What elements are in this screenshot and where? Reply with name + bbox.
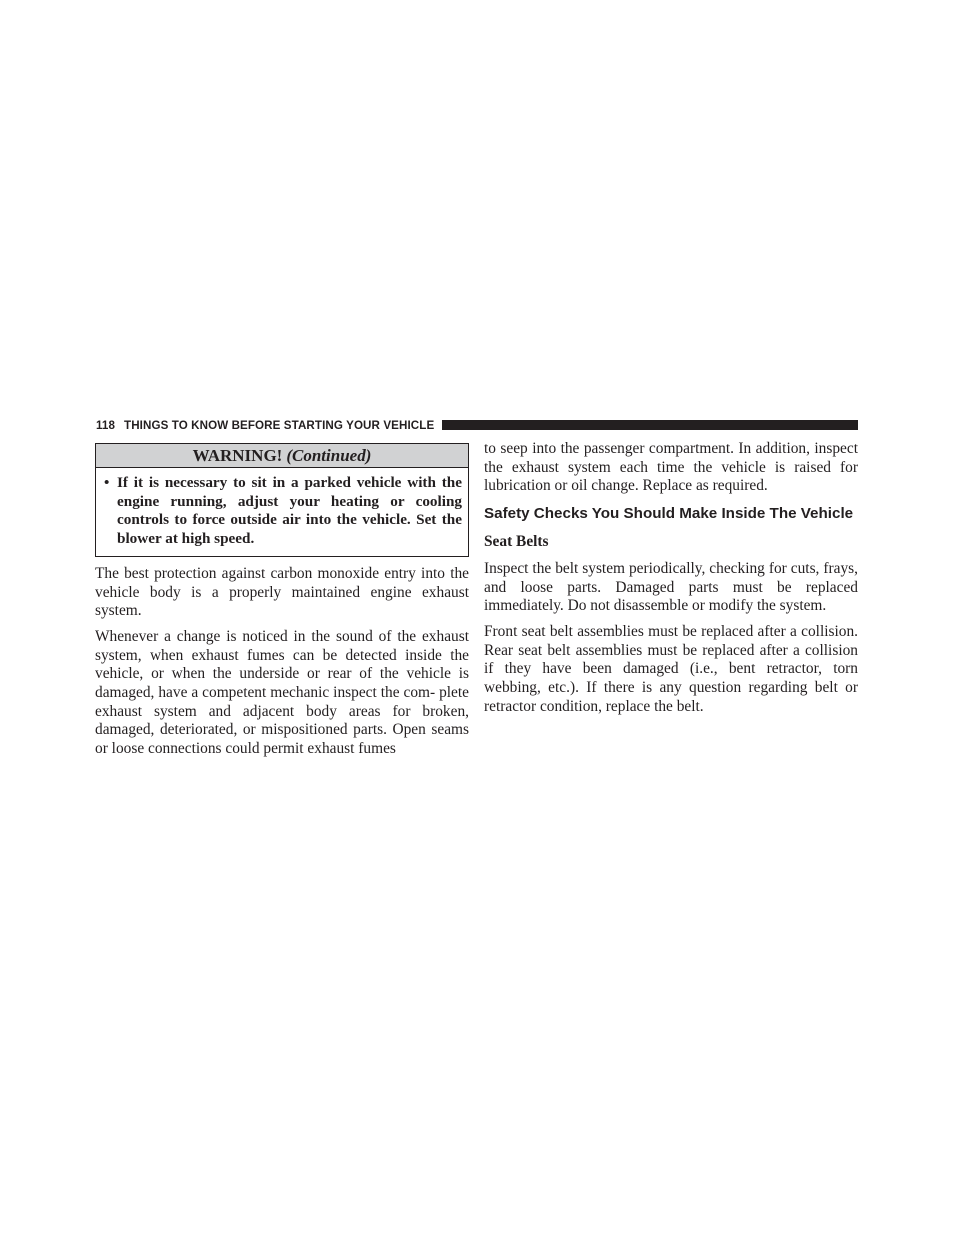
- paragraph-exhaust-change: Whenever a change is noticed in the sound of the exhaust system, when exhaust fumes can be detected inside the vehicle, or when the underside or rear of the vehicle is damaged, have a competent mechanic inspect the com- plete exhaust system and adjacent body areas for broken, damaged, deteriorated, or mispositioned parts. Open seams or loose connections could permit exhaust fumes: [95, 627, 469, 758]
- warning-body: [96, 468, 468, 556]
- paragraph-replace-belts: Front seat belt assemblies must be replaced after a collision. Rear seat belt assemblies must be replaced after a collision if they have been damaged (i.e., bent retractor, torn webbing, etc.). If there is any question regarding belt or retractor condition, replace the belt.: [484, 622, 858, 715]
- left-column: [95, 440, 469, 759]
- warning-text: If it is necessary to sit in a parked vehicle with the engine running, adjust your heating or cooling controls to force outside air into the vehicle. Set the blower at high speed.: [117, 474, 462, 548]
- paragraph-protection: The best protection against carbon monoxide entry into the vehicle body is a properly maintained engine exhaust system.: [95, 564, 469, 620]
- paragraph-inspect-belts: Inspect the belt system periodically, checking for cuts, frays, and loose parts. Damaged parts must be replaced immediately. Do not disassemble or modify the system.: [484, 559, 858, 615]
- paragraph-continuation: to seep into the passenger compartment. In addition, inspect the exhaust system each time the vehicle is raised for lubrication or oil change. Replace as required.: [484, 440, 858, 495]
- sub-heading-seat-belts: Seat Belts: [484, 533, 549, 551]
- header-text: [96, 419, 434, 432]
- warning-title: [96, 444, 468, 468]
- section-title: THINGS TO KNOW BEFORE STARTING YOUR VEHICLE: [124, 418, 435, 432]
- warning-continued: (Continued): [286, 446, 372, 465]
- bullet-icon: •: [104, 474, 110, 491]
- page-header: [96, 417, 858, 433]
- warning-box: [95, 443, 469, 557]
- page-number: 118: [96, 418, 116, 432]
- right-column: [484, 440, 858, 716]
- section-heading: Safety Checks You Should Make Inside The Vehicle: [484, 505, 854, 523]
- warning-label: WARNING!: [192, 446, 283, 465]
- header-rule-bar: [442, 420, 858, 430]
